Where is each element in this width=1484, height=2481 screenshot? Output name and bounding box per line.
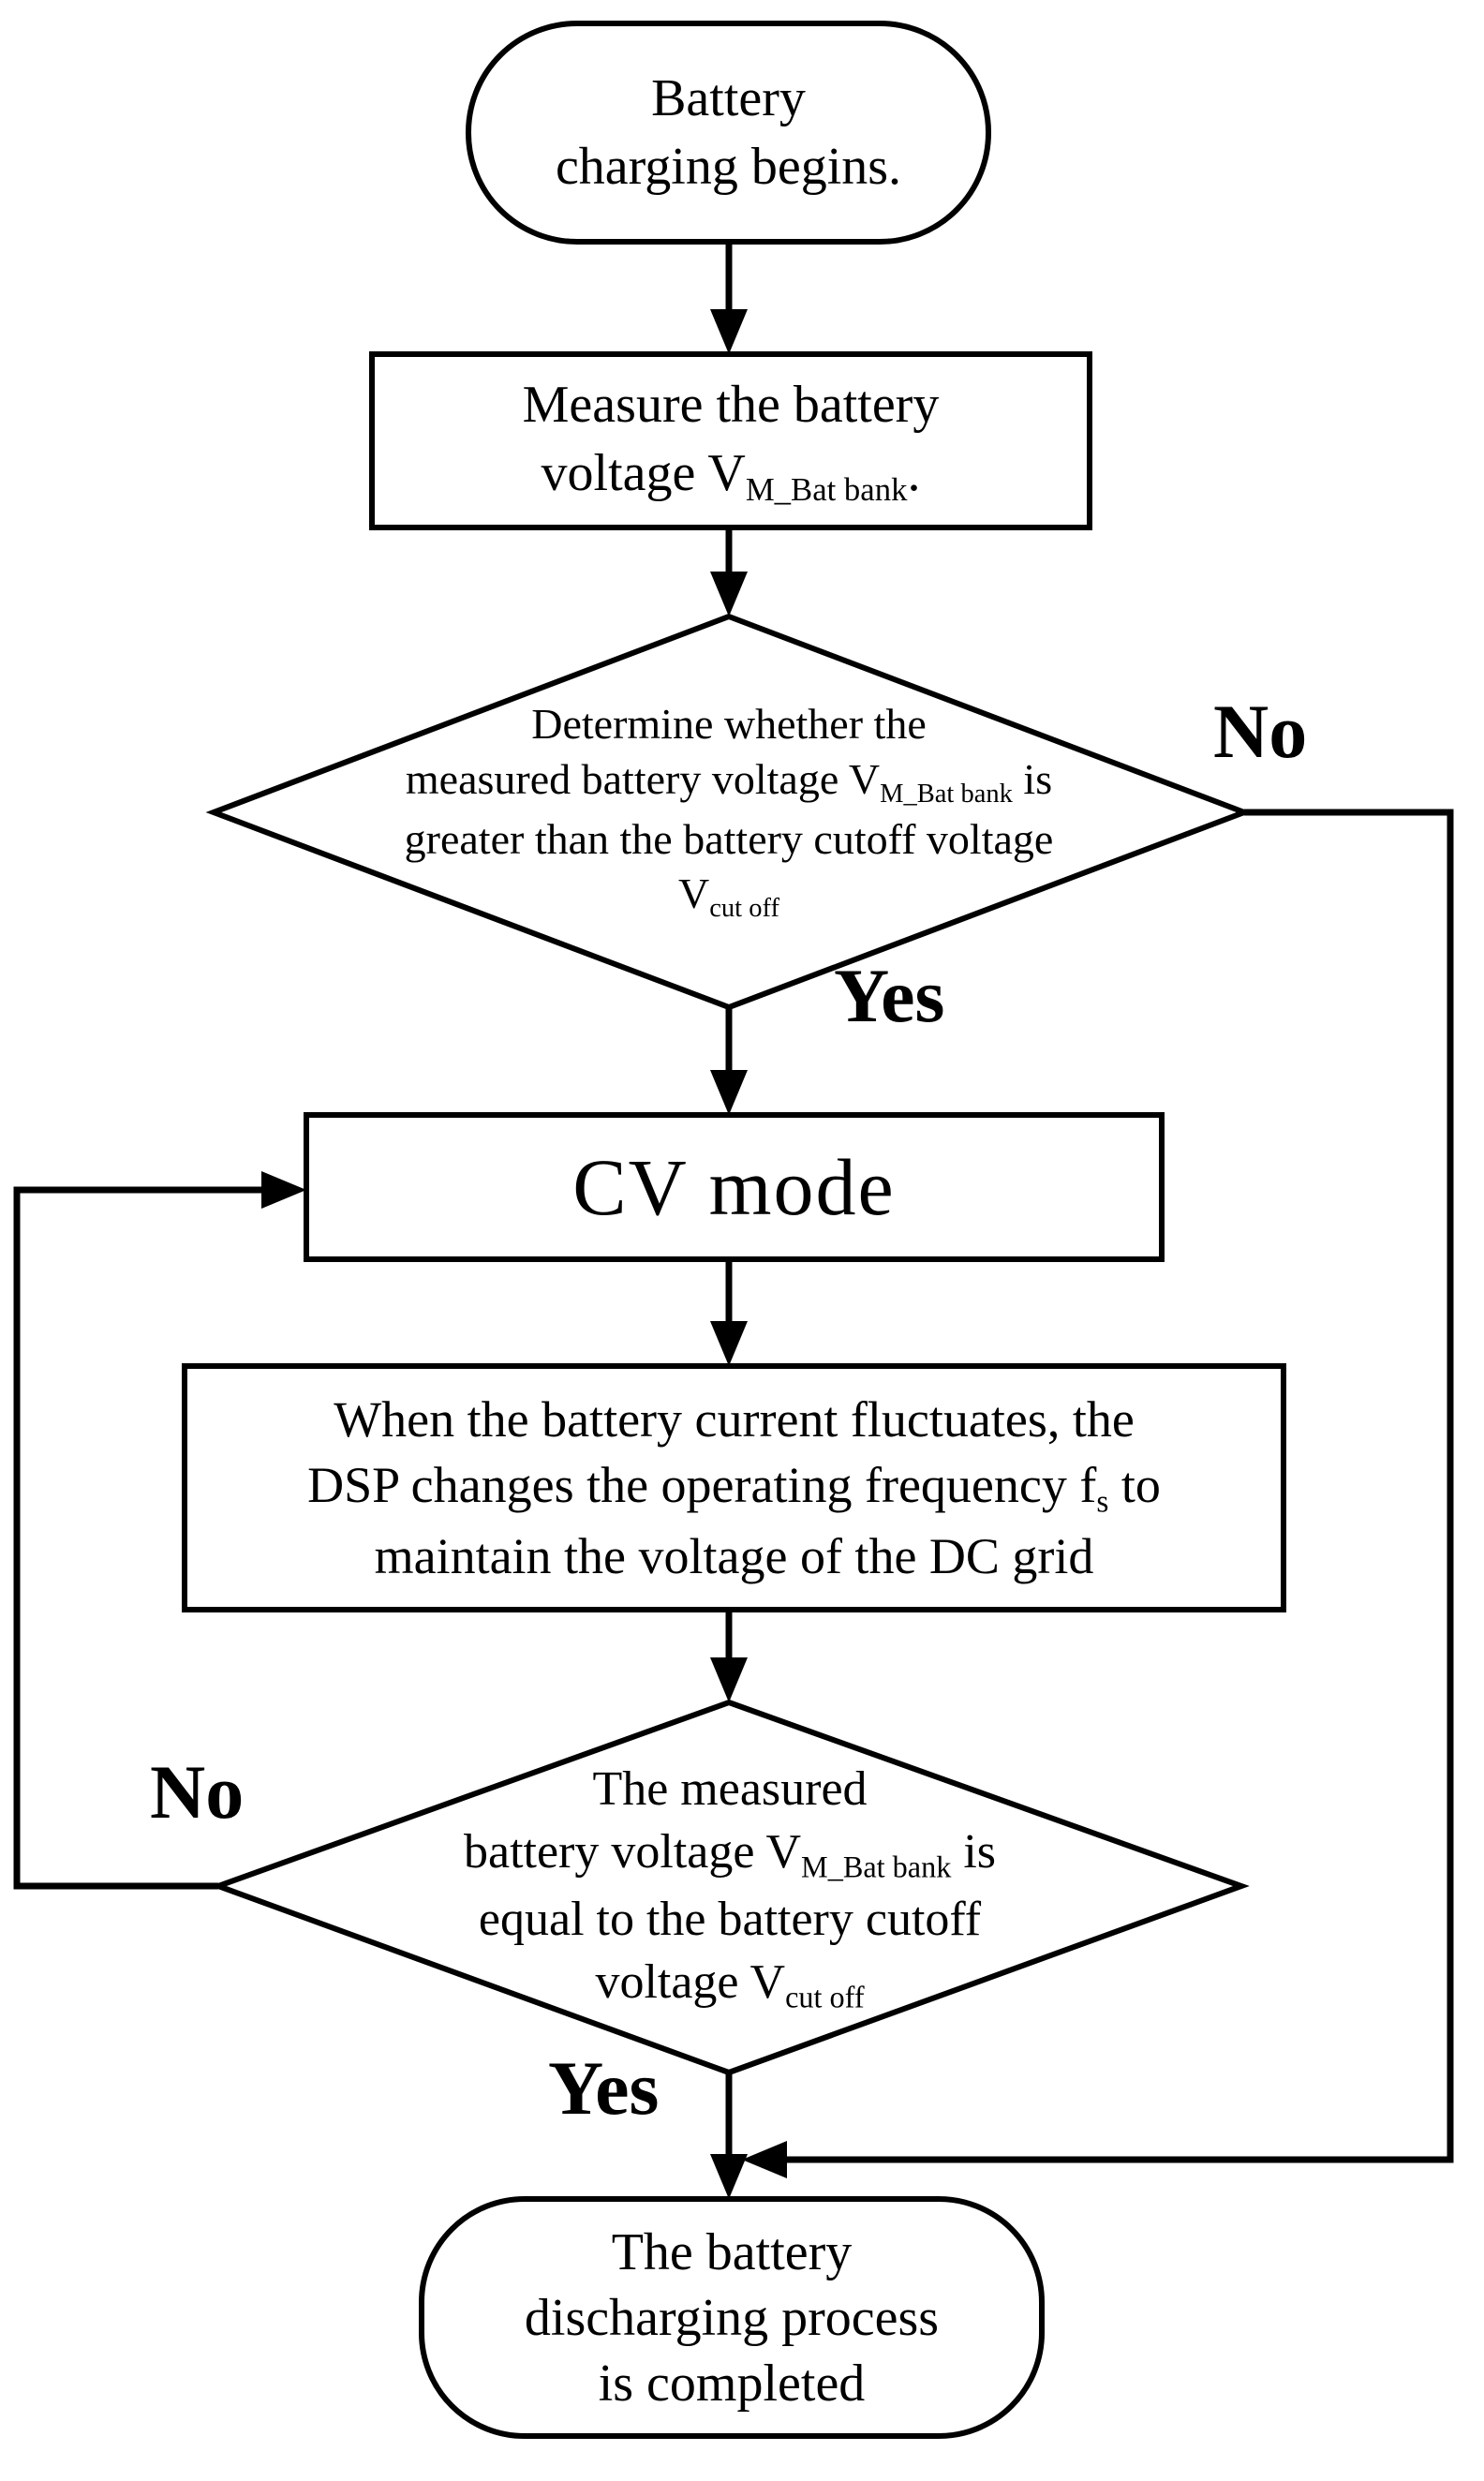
arrowhead-down-icon xyxy=(710,572,748,617)
arrowhead-down-icon xyxy=(710,1657,748,1702)
text-line xyxy=(479,1888,981,1952)
decision2-text xyxy=(218,1702,1241,2072)
arrow-decision1-to-cv xyxy=(710,1007,748,1115)
arrowhead-down-icon xyxy=(710,309,748,354)
subscript-span: M_Bat bank xyxy=(801,1850,952,1884)
text-line xyxy=(572,1142,896,1232)
text-line xyxy=(612,2220,853,2285)
text-span: to xyxy=(1108,1457,1161,1514)
text-line xyxy=(678,867,779,927)
branch-label-yes-top: Yes xyxy=(834,953,945,1038)
text-line xyxy=(599,2351,866,2416)
dsp-process-text xyxy=(185,1366,1284,1610)
arrow-dsp-to-decision2 xyxy=(710,1610,748,1702)
text-line xyxy=(595,1951,864,2017)
text-line xyxy=(542,439,921,511)
subscript-span: s xyxy=(1096,1485,1109,1521)
text-span: discharging process xyxy=(524,2288,940,2347)
text-line xyxy=(405,812,1054,868)
text-span: The battery xyxy=(611,2222,853,2281)
branch-label-no-top: No xyxy=(1213,689,1308,774)
decision1-text xyxy=(214,617,1244,1007)
arrowhead-down-icon xyxy=(710,2154,748,2199)
text-span: battery voltage V xyxy=(464,1825,802,1879)
subscript-span: M_Bat bank xyxy=(880,780,1013,809)
branch-label-yes-bottom: Yes xyxy=(548,2045,660,2131)
arrow-cv-to-dsp xyxy=(710,1259,748,1366)
text-line xyxy=(406,752,1052,812)
arrow-measure-to-decision1 xyxy=(710,527,748,617)
arrowhead-down-icon xyxy=(710,1321,748,1366)
text-line xyxy=(592,1758,867,1821)
text-line xyxy=(523,371,940,439)
text-span: V xyxy=(678,869,710,918)
text-span: is completed xyxy=(598,2354,866,2413)
text-span: Determine whether the xyxy=(531,700,927,748)
text-span: measured battery voltage V xyxy=(405,754,881,803)
text-span: maintain the voltage of the DC grid xyxy=(374,1527,1094,1584)
arrow-decision2-to-end xyxy=(710,2072,748,2199)
text-line xyxy=(334,1387,1135,1452)
arrowhead-left-icon xyxy=(742,2141,787,2178)
text-span: greater than the battery cutoff voltage xyxy=(404,814,1054,863)
start-terminal-text xyxy=(468,23,988,242)
text-line xyxy=(375,1523,1094,1589)
text-span: is xyxy=(951,1825,996,1879)
text-line xyxy=(556,133,901,201)
text-span: voltage V xyxy=(541,443,746,502)
subscript-span: cut off xyxy=(709,894,779,924)
branch-label-no-left: No xyxy=(150,1749,245,1835)
text-span: The measured xyxy=(592,1761,868,1816)
text-span: charging begins. xyxy=(555,137,902,196)
text-line xyxy=(525,2285,939,2351)
text-line xyxy=(531,697,926,752)
text-span: voltage V xyxy=(595,1955,786,2010)
text-span: DSP changes the operating frequency f xyxy=(307,1457,1097,1514)
text-line xyxy=(464,1820,996,1887)
arrow-start-to-measure xyxy=(710,242,748,354)
text-line xyxy=(307,1452,1161,1523)
subscript-span: cut off xyxy=(785,1980,865,2014)
text-span: When the battery current fluctuates, the xyxy=(334,1391,1135,1448)
arrowhead-right-icon xyxy=(261,1171,306,1209)
text-span: Measure the battery xyxy=(522,375,940,434)
text-span: . xyxy=(907,443,921,502)
text-span: CV mode xyxy=(572,1142,896,1232)
arrowhead-down-icon xyxy=(710,1070,748,1115)
subscript-span: M_Bat bank xyxy=(745,470,908,508)
measure-process-text xyxy=(372,354,1090,527)
text-line xyxy=(651,65,806,133)
text-span: Battery xyxy=(651,68,806,127)
cv-mode-text xyxy=(306,1115,1162,1259)
text-span: is xyxy=(1012,754,1053,803)
end-terminal-text xyxy=(422,2199,1042,2436)
text-span: equal to the battery cutoff xyxy=(478,1892,982,1946)
